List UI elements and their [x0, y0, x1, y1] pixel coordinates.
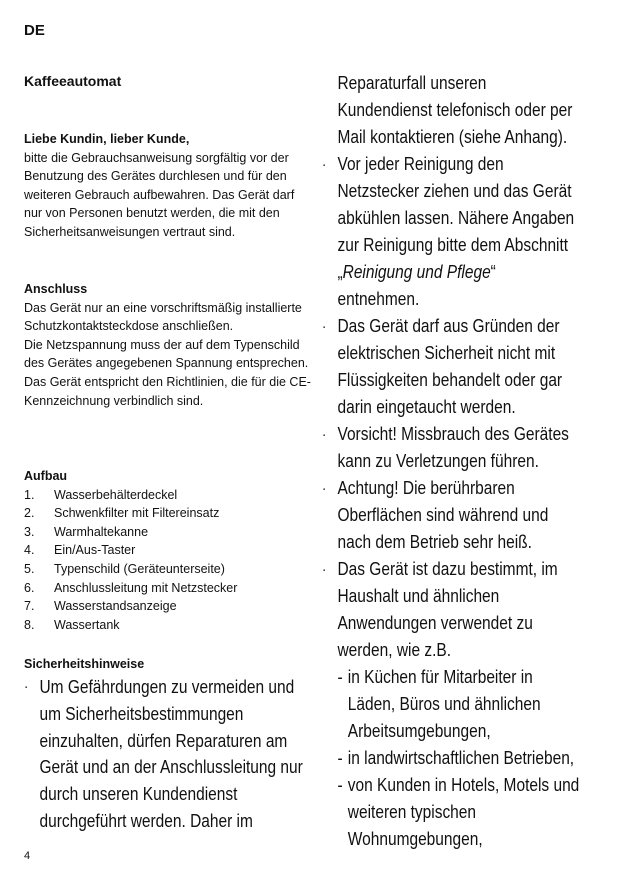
bullet-icon: · [322, 480, 327, 497]
list-item-label: Ein/Aus-Taster [54, 543, 136, 558]
list-item-label: Wasserstandsanzeige [54, 599, 177, 614]
safety-bullet-5 [322, 475, 580, 556]
safety-bullet-2-text: Vor jeder Reinigung den Netzstecker ziehen und das Gerät abkühlen lassen. Nähere Angaben zur Reinigung bitte dem Abschnitt „ [337, 154, 575, 282]
list-item [24, 504, 314, 523]
list-item [24, 560, 314, 579]
list-item [24, 523, 314, 542]
bullet-icon: · [322, 426, 327, 443]
safety-bullet-2-end: “ entnehmen. [337, 262, 496, 309]
list-item-number: 2. [24, 506, 35, 521]
anschluss-heading: Anschluss [24, 282, 88, 296]
list-item-number: 6. [24, 580, 35, 595]
sub-item-2 [337, 745, 580, 772]
list-item-number: 3. [24, 524, 35, 539]
safety-bullet-3-text: Das Gerät darf aus Gründen der elektrischen Sicherheit nicht mit Flüssigkeiten behandelt oder gar darin eingetaucht werden. [337, 316, 563, 417]
sub-item-2-text: in landwirtschaftlichen Betrieben, [347, 748, 575, 768]
greeting-section [24, 130, 314, 242]
language-label: DE [24, 22, 45, 39]
page-title: Kaffeeautomat [24, 73, 122, 89]
list-item-label: Wassertank [54, 617, 120, 632]
bullet-icon: · [24, 678, 29, 695]
list-item-label: Typenschild (Geräteunterseite) [54, 561, 225, 576]
section-reference: Reinigung und Pflege [342, 262, 491, 282]
sub-item-3-text: von Kunden in Hotels, Motels und weiteren typischen Wohnumgebungen, [347, 775, 580, 849]
bullet-icon: · [322, 156, 327, 173]
safety-bullet-1 [24, 674, 314, 835]
list-item [24, 541, 314, 560]
greeting-text: bitte die Gebrauchsanweisung sorgfältig vor der Benutzung des Gerätes durchlesen und für den weiteren Gebrauch aufbewahren. Das Gerät darf nur von Personen benutzt werden, die mit den Sicherheitsanweisungen vertraut sind. [24, 150, 295, 239]
anschluss-paragraph-2: Die Netzspannung muss der auf dem Typenschild des Gerätes angegebenen Spannung entsprechen. Das Gerät entspricht den Richtlinien, die für die CE-Kennzeichnung verbindlich sind. [24, 337, 311, 408]
safety-bullet-4-text: Vorsicht! Missbrauch des Gerätes kann zu Verletzungen führen. [337, 424, 569, 471]
right-column [322, 70, 612, 853]
aufbau-heading: Aufbau [24, 469, 68, 483]
sub-item-1-text: in Küchen für Mitarbeiter in Läden, Büros und ähnlichen Arbeitsumgebungen, [347, 667, 541, 741]
dash-marker: - [337, 748, 343, 768]
dash-marker: - [337, 667, 343, 687]
page-number: 4 [24, 850, 31, 862]
list-item [24, 616, 314, 635]
list-item-label: Warmhaltekanne [54, 524, 149, 539]
list-item-number: 5. [24, 561, 35, 576]
list-item-label: Schwenkfilter mit Filtereinsatz [54, 506, 220, 521]
bullet-icon: · [322, 561, 327, 578]
aufbau-section [24, 467, 314, 634]
dash-marker: - [337, 775, 343, 795]
bullet-icon: · [322, 318, 327, 335]
safety-heading: Sicherheitshinweise [24, 657, 145, 671]
safety-bullet-2 [322, 151, 580, 313]
list-item-label: Anschlussleitung mit Netzstecker [54, 580, 238, 595]
safety-bullet-6 [322, 556, 580, 664]
safety-bullet-5-text: Achtung! Die berührbaren Oberflächen sind während und nach dem Betrieb sehr heiß. [337, 478, 549, 552]
safety-bullet-1-continued: Reparaturfall unseren Kundendienst telefonisch oder per Mail kontaktieren (siehe Anhang). [337, 73, 573, 147]
greeting-heading: Liebe Kundin, lieber Kunde, [24, 132, 190, 146]
sub-item-1 [337, 664, 580, 745]
list-item-number: 1. [24, 487, 35, 502]
safety-bullet-6-text: Das Gerät ist dazu bestimmt, im Haushalt und ähnlichen Anwendungen verwendet zu werden, wie z.B. [337, 559, 558, 660]
safety-bullet-3 [322, 313, 580, 421]
safety-bullet-1-text: Um Gefährdungen zu vermeiden und um Sicherheitsbestimmungen einzuhalten, dürfen Reparaturen am Gerät und an der Anschlussleitung nur durch unseren Kundendienst durchgeführt werden. Daher im [39, 677, 303, 831]
list-item-number: 7. [24, 599, 35, 614]
anschluss-paragraph-1: Das Gerät nur an eine vorschriftsmäßig installierte Schutzkontaktsteckdose anschließen. [24, 300, 302, 334]
safety-bullet-4 [322, 421, 580, 475]
list-item [24, 597, 314, 616]
list-item-number: 8. [24, 617, 35, 632]
list-item [24, 486, 314, 505]
anschluss-section [24, 280, 314, 410]
list-item-label: Wasserbehälterdeckel [54, 487, 178, 502]
sub-item-3 [337, 772, 580, 853]
list-item-number: 4. [24, 543, 35, 558]
list-item [24, 579, 314, 598]
aufbau-list [24, 486, 314, 635]
